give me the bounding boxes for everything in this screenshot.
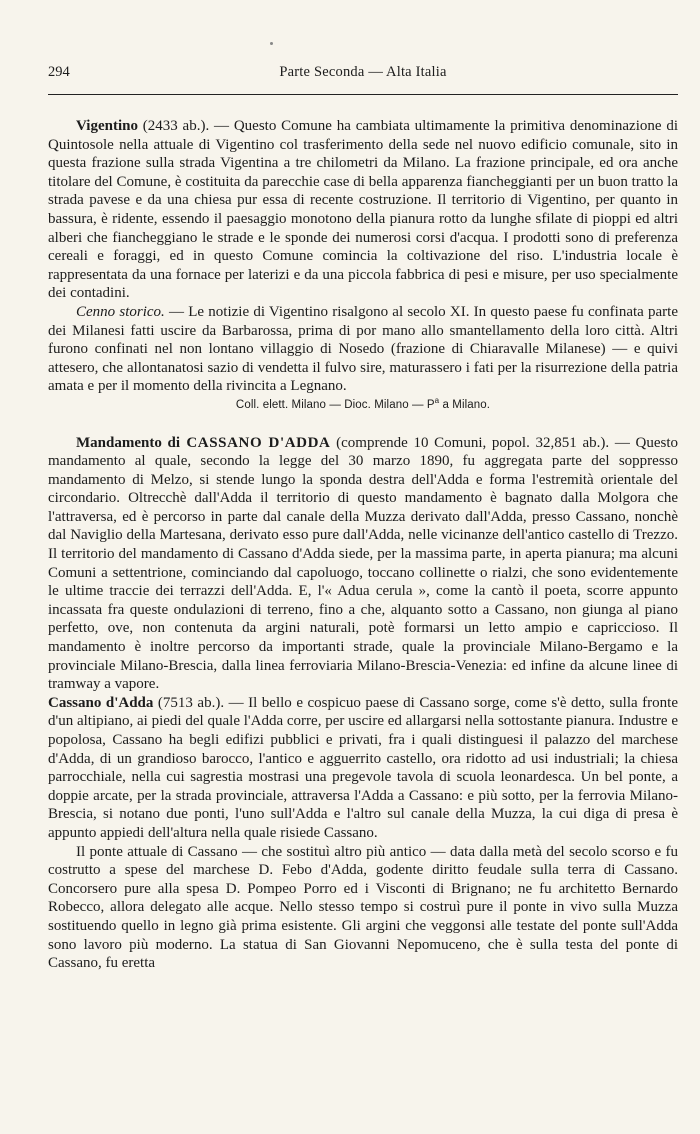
page-number: 294 — [48, 64, 70, 80]
collegio-line: Coll. elett. Milano — Dioc. Milano — $P^a$ a Milano. — [235, 396, 491, 411]
cenno-storico-paragraph — [48, 303, 678, 396]
cassano-text: — Il bello e cospicuo paese di Cassano sorge, come s'è detto, sulla fronte d'un altipiano, ai piedi del quale l'Adda corre, per uscire ed allargarsi nella sottostante pianura. Industre e popolosa, Cassano ha begli edifizi pubblici e privati, fra i quali distinguesi il palazzo del marchese d'Adda, di un grandioso barocco, l'antico e agguerrito castello, ora ridotto ad usi industriali; la chiesa parrocchiale, nella cui sagrestia mostrasi una pregevole tavola di scuola leonardesca. Un bel ponte, a doppie arcate, per la strada provinciale, attraversa l'Adda a Cassano: e più sotto, per la ferrovia Milano-Brescia, si notano due ponti, l'uno sull'Adda e l'altro sul canale della Muzza, la cui diga di presa è appunto appiedi dell'altura nella quale risiede Cassano. — [48, 694, 678, 841]
cassano-population: (7513 ab.). — [153, 694, 225, 711]
ponte-text: Il ponte attuale di Cassano — che sostituì altro più antico — data dalla metà del secolo scorso e fu costrutto a spese del marchese D. Febo d'Adda, godente diritto feudale sulla terra di Cassano. Concorsero pure alla spesa D. Pompeo Porro ed i Visconti di Brignano; ne fu architetto Bernardo Robecco, allora delegato alle acque. Nello stesso tempo si costruì pure il ponte in vivo sulla Muzza sostituendo quello in legno già prima esistente. Gli argini che veggonsi alle testate del ponte sull'Adda sono lavoro più moderno. La statua di San Giovanni Nepomuceno, che è sulla testa del ponte di Cassano, fu eretta — [48, 843, 678, 972]
cenno-storico-label: Cenno storico. — [76, 303, 165, 320]
print-speck — [270, 42, 273, 45]
vigentino-text: — Questo Comune ha cambiata ultimamente la primitiva denominazione di Quintosole nella attuale di Vigentino col trasferimento della sede nel nuovo edificio comunale, sito in questa frazione sulla strada Vigentina a tre chilometri da Milano. La frazione principale, ed ora anche titolare del Comune, è costituita da parecchie case di bella apparenza fiancheggianti per un buon tratto la strada pavese e da una chiesa pur essa di recente costruzione. Il territorio di Vigentino, per quanto in bassura, è ridente, essendo il paesaggio monotono della pianura rotto da lunghe sfilate di pioppi ed altri alberi che fiancheggiano le strade e le sponde dei numerosi corsi d'acqua. I prodotti sono di preferenza cereali e foraggi, ed in questo Comune comincia la coltivazione del riso. L'industria locale è rappresentata da una fornace per laterizi e da una piccola fabbrica di pesi e misure, per uso specialmente dei contadini. — [48, 118, 678, 302]
mandamento-label: Mandamento di — [76, 434, 181, 451]
mandamento-text: (comprende 10 Comuni, popol. 32,851 ab.). — Questo mandamento al quale, secondo la legge del 30 marzo 1890, fu aggregata parte del soppresso mandamento di Melzo, si stende lungo la sponda destra dell'Adda e forma l'estremità orientale del circondario. Oltrecchè dall'Adda il territorio di questo mandamento è bagnato dalla Molgora che l'attraversa, ed è percorso in parte dal canale della Muzza derivato dall'Adda, presso Cassano, nonchè dal Naviglio della Martesana, derivato esso pure dall'Adda, nelle vicinanze dell'antico castello di Trezzo. Il territorio del mandamento di Cassano d'Adda siede, per la massima parte, in aperta pianura; ma alcuni Comuni a settentrione, cominciando dal capoluogo, toccano collinette o rialzi, che sono evidentemente le ultime traccie dei terrazzi dell'Adda. E, l'« Adua cerula », come la cantò il poeta, scorre appunto incassata fra queste ondulazioni di terreno, fino a che, alquanto sotto a Cassano, non giunga al piano perfetto, ove, non contenuta da argini naturali, potè formarsi un letto ampio e capriccioso. Il mandamento è inoltre percorso da importanti strade, quale la provinciale Milano-Bergamo e la provinciale Milano-Brescia, dalla linea ferroviaria Milano-Brescia-Venezia: ed infine da alcune linee di tramway a vapore. — [48, 434, 679, 693]
book-page — [48, 0, 678, 1134]
vigentino-paragraph — [48, 117, 678, 303]
vigentino-population: (2433 ab.). — [137, 118, 210, 134]
vigentino-name: Vigentino — [76, 118, 138, 134]
page-body — [48, 117, 678, 973]
cassano-name: Cassano d'Adda — [48, 694, 154, 711]
running-title: Parte Seconda — Alta Italia — [279, 64, 447, 80]
ponte-paragraph — [48, 843, 678, 973]
mandamento-paragraph — [48, 434, 678, 694]
cassano-paragraph — [48, 694, 678, 843]
cenno-storico-text: — Le notizie di Vigentino risalgono al secolo XI. In questo paese fu confinata parte dei Milanesi fatti uscire da Barbarossa, prima di por mano allo smantellamento della loro città. Altri furono confinati nel non lontano villaggio di Nosedo (frazione di Chiaravalle Milanese) — e quivi attesero, che allontanatosi sazio di vendetta il fulvo sire, maturassero i fati per la risurrezione della patria amata e per il momento della rivincita a Legnano. — [48, 303, 678, 395]
mandamento-name: CASSANO D'ADDA — [180, 434, 331, 451]
running-header — [48, 64, 678, 86]
header-rule — [48, 94, 678, 95]
